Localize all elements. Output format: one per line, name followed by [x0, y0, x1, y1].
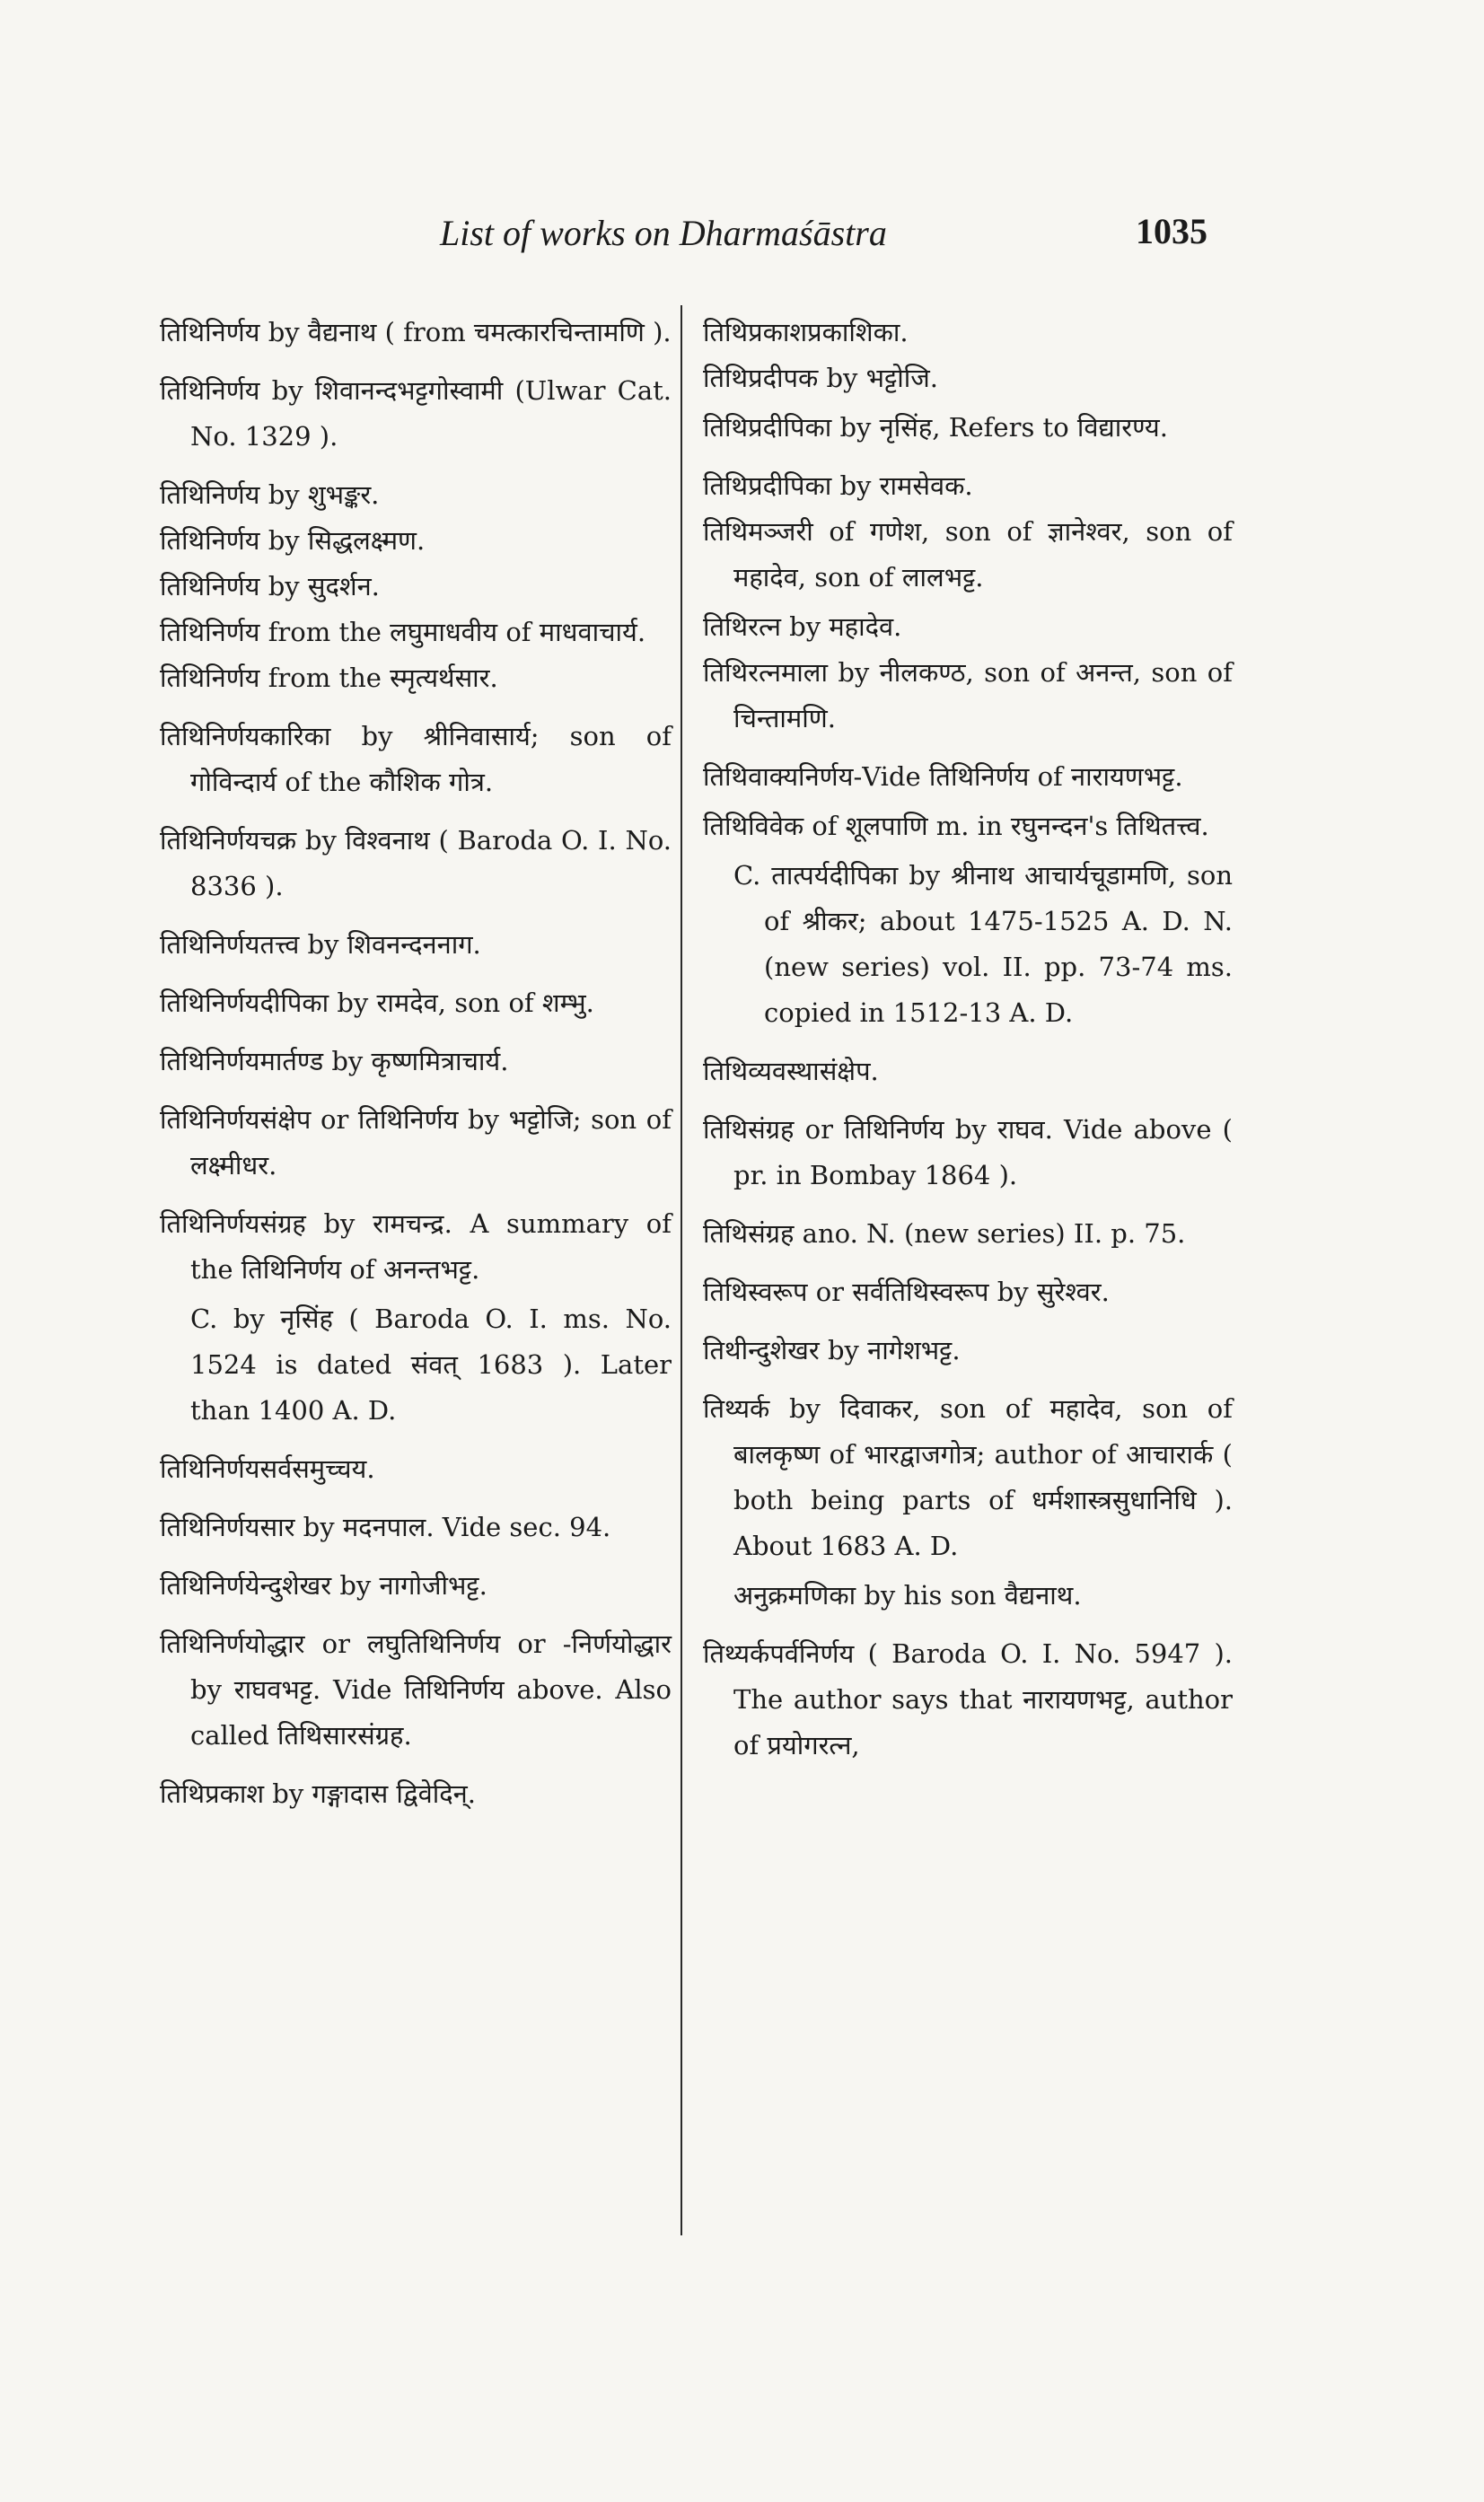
- entry: तिथ्यर्क by दिवाकर, son of महादेव, son of बालकृष्ण of भारद्वाजगोत्र; author of आचारार्क ( both being parts of धर्मशास्त्रसुधानिधि ). About 1683 A. D.: [703, 1393, 1233, 1561]
- entry: तिथिनिर्णयकारिका by श्रीनिवासार्य; son of गोविन्दार्य of the कौशिक गोत्र.: [160, 721, 672, 797]
- entry: तिथिनिर्णय from the लघुमाधवीय of माधवाचार्य.: [160, 617, 646, 647]
- entry: तिथिनिर्णय from the स्मृत्यर्थसार.: [160, 663, 498, 693]
- entry: तिथिनिर्णयसर्वसमुच्चय.: [160, 1453, 375, 1484]
- entry-commentary: C. by नृसिंह ( Baroda O. I. ms. No. 1524 is dated संवत् 1683 ). Later than 1400 A. D.: [190, 1304, 672, 1426]
- entry: तिथिविवेक of शूलपाणि m. in रघुनन्दन's तिथितत्त्व.: [703, 811, 1209, 841]
- entry: तिथिप्रकाशप्रकाशिका.: [703, 317, 909, 347]
- entry: तिथिनिर्णयतत्त्व by शिवनन्दननाग.: [160, 929, 481, 960]
- entry: तिथिनिर्णयदीपिका by रामदेव, son of शम्भु.: [160, 988, 594, 1018]
- entry: तिथिप्रकाश by गङ्गादास द्विवेदिन्.: [160, 1778, 476, 1809]
- entry: तिथिस्वरूप or सर्वतिथिस्वरूप by सुरेश्वर.: [703, 1277, 1110, 1307]
- entry: तिथ्यर्कपर्वनिर्णय ( Baroda O. I. No. 5947 ). The author says that नारायणभट्ट, author of प्रयोगरत्न,: [703, 1638, 1233, 1760]
- right-column: [703, 310, 1233, 1781]
- entry: तिथिनिर्णय by वैद्यनाथ ( from चमत्कारचिन्तामणि ).: [160, 317, 672, 347]
- entry: तिथिरत्न by महादेव.: [703, 611, 902, 642]
- entry: तिथिनिर्णयेन्दुशेखर by नागोजीभट्ट.: [160, 1570, 487, 1601]
- entry: तिथिनिर्णयसंग्रह by रामचन्द्र. A summary of the तिथिनिर्णय of अनन्तभट्ट.: [160, 1208, 672, 1285]
- entry-commentary: C. तात्पर्यदीपिका by श्रीनाथ आचार्यचूडामणि, son of श्रीकर; about 1475-1525 A. D. N. (new series) vol. II. pp. 73-74 ms. copied in 1512-13 A. D.: [733, 860, 1233, 1028]
- entry: तिथिनिर्णयचक्र by विश्वनाथ ( Baroda O. I. No. 8336 ).: [160, 825, 672, 901]
- entry-commentary: अनुक्रमणिका by his son वैद्यनाथ.: [733, 1580, 1082, 1611]
- entry: तिथिमञ्जरी of गणेश, son of ज्ञानेश्वर, son of महादेव, son of लालभट्ट.: [703, 516, 1233, 593]
- entry: तिथिसंग्रह or तिथिनिर्णय by राघव. Vide above ( pr. in Bombay 1864 ).: [703, 1114, 1233, 1190]
- entry: तिथिनिर्णयसार by मदनपाल. Vide sec. 94.: [160, 1512, 611, 1542]
- entry: तिथिवाक्यनिर्णय-Vide तिथिनिर्णय of नारायणभट्ट.: [703, 761, 1183, 792]
- entry: तिथिप्रदीपक by भट्टोजि.: [703, 363, 938, 393]
- entry: तिथिनिर्णयोद्धार or लघुतिथिनिर्णय or -निर्णयोद्धार by राघवभट्ट. Vide तिथिनिर्णय above. Also called तिथिसारसंग्रह.: [160, 1628, 672, 1751]
- entry: तिथिनिर्णयमार्तण्ड by कृष्णमित्राचार्य.: [160, 1046, 509, 1076]
- running-title: List of works on Dharmaśāstra: [440, 213, 887, 253]
- page-header: [0, 212, 1484, 266]
- entry: तिथिव्यवस्थासंक्षेप.: [703, 1056, 879, 1086]
- entry: तिथिसंग्रह ano. N. (new series) II. p. 75.: [703, 1218, 1186, 1249]
- entry: तिथिनिर्णय by सिद्धलक्ष्मण.: [160, 525, 426, 556]
- entry: तिथिनिर्णयसंक्षेप or तिथिनिर्णय by भट्टोजि; son of लक्ष्मीधर.: [160, 1104, 672, 1181]
- entry: तिथिप्रदीपिका by नृसिंह, Refers to विद्यारण्य.: [703, 412, 1168, 443]
- entry: तिथीन्दुशेखर by नागेशभट्ट.: [703, 1335, 961, 1365]
- left-column: [160, 310, 672, 1830]
- entry: तिथिनिर्णय by शुभङ्कर.: [160, 479, 380, 510]
- entry: तिथिप्रदीपिका by रामसेवक.: [703, 470, 973, 501]
- entry: तिथिरत्नमाला by नीलकण्ठ, son of अनन्त, son of चिन्तामणि.: [703, 657, 1233, 733]
- entry: तिथिनिर्णय by सुदर्शन.: [160, 571, 380, 601]
- column-divider: [681, 305, 682, 2235]
- entry: तिथिनिर्णय by शिवानन्दभट्टगोस्वामी (Ulwar Cat. No. 1329 ).: [160, 375, 672, 452]
- page-number: 1035: [1136, 211, 1207, 251]
